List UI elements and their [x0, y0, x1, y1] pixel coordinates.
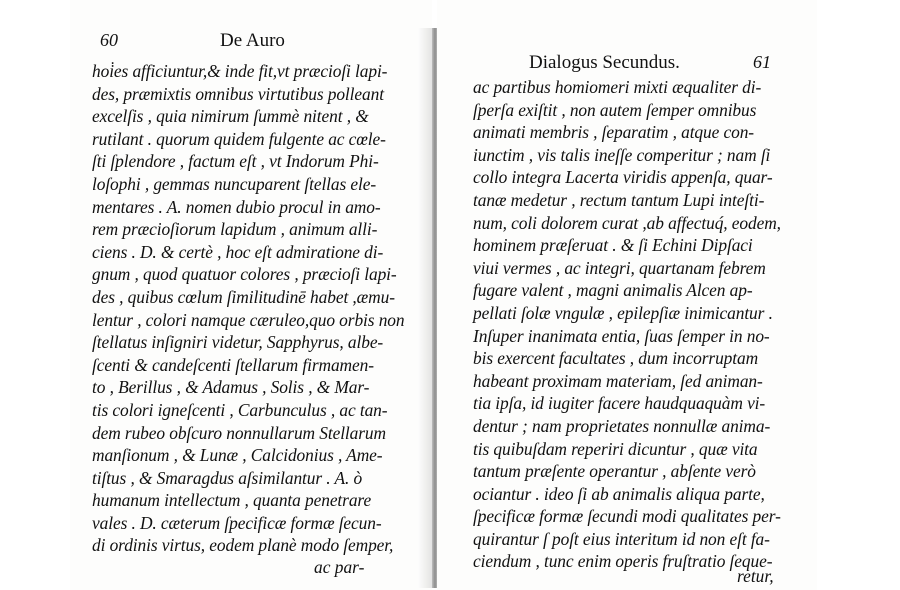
text-line: dem rubeo obſcuro nonnullarum Stellarum [92, 422, 386, 443]
text-line: lentur , colori namque cæruleo,quo orbis non [92, 309, 405, 330]
left-text-block [92, 60, 404, 557]
text-line: manſionum , & Lunæ , Calcidonius , Ame- [92, 445, 383, 466]
text-line: hominem præſeruat . & ſi Echini Dipſaci [473, 235, 753, 256]
text-line: loſophi , gemmas nuncuparent ſtellas ele- [92, 173, 377, 194]
text-line: ciendum , tunc enim operis fruſtratio ſeque- [473, 551, 773, 572]
text-line: ſtellatus inſigniri videtur, Sapphyrus, albe- [92, 332, 384, 353]
text-line: collo integra Lacerta viridis appenſa, quar- [473, 167, 773, 188]
text-line: tanæ medetur , rectum tantum Lupi inteſti- [473, 189, 765, 210]
text-line: num, coli dolorem curat ,ab affectuq́, eodem, [473, 212, 781, 233]
text-line: des , quibus cœlum ſimilitudinē habet ,æmu- [92, 286, 395, 307]
text-line: tis quibuſdam reperiri dicuntur , quæ vita [473, 438, 758, 459]
text-line: quirantur ſ poſt eius interitum id non eſt fa- [473, 528, 770, 549]
text-line: Inſuper inanimata entia, ſuas ſemper in no- [473, 325, 770, 346]
right-page [437, 0, 817, 590]
right-text-block [473, 76, 781, 573]
text-line: mentares . A. nomen dubio procul in amo- [92, 196, 381, 217]
text-line: to , Berillus , & Adamus , Solis , & Mar- [92, 377, 370, 398]
left-page [70, 0, 432, 590]
text-line: ſperſa exiſtit , non autem ſemper omnibus [473, 99, 757, 120]
text-line: vales . D. cæterum ſpecificæ formæ ſecun- [92, 512, 382, 533]
text-line: ſpecificæ formæ ſecundi modi qualitates per- [473, 506, 781, 527]
text-line: bis exercent facultates , dum incorruptam [473, 348, 759, 369]
text-line: iunctim , vis talis ineſſe comperitur ; nam ſi [473, 144, 771, 165]
text-line: tis colori igneſcenti , Carbunculus , ac tan- [92, 399, 388, 420]
text-line: des, præmixtis omnibus virtutibus polleant [92, 83, 384, 104]
left-folio: 60 [100, 30, 118, 50]
text-line: tia ipſa, id iugiter facere haudquaquàm vi- [473, 393, 766, 414]
gutter-shadow [418, 28, 432, 588]
text-line: habeant proximam materiam, ſed animan- [473, 370, 763, 391]
text-line: tantum præſente operantur , abſente verò [473, 461, 756, 482]
text-line: rutilant . quorum quidem fulgente ac cœle- [92, 128, 386, 149]
right-catchword: retur, [737, 566, 774, 586]
text-line: excelſis , quia nimirum ſummè nitent , & [92, 106, 369, 127]
text-line: ac partibus homiomeri mixti æqualiter di- [473, 77, 762, 97]
left-running-head: De Auro [220, 30, 285, 51]
text-line: fugare valent , magni animalis Alcen ap- [473, 280, 753, 301]
right-running-head: Dialogus Secundus. [529, 52, 680, 73]
text-line: ciens . D. & certè , hoc eſt admiratione di- [92, 241, 384, 262]
text-line: di ordinis virtus, eodem planè modo ſemper, [92, 535, 394, 556]
text-line: pellati ſolæ vngulæ , epilepſiæ inimicantur . [473, 302, 773, 323]
text-line: ſcenti & candeſcenti ſtellarum firmamen- [92, 354, 374, 375]
text-line: viui vermes , ac integri, quartanam febrem [473, 257, 766, 278]
text-line: gnum , quod quatuor colores , præcioſi lapi- [92, 264, 397, 285]
text-line: tiſtus , & Smaragdus aſsimilantur . A. ò [92, 467, 363, 488]
right-folio: 61 [753, 52, 771, 72]
left-catchword: ac par- [314, 557, 365, 577]
text-line: ociantur . ideo ſi ab animalis aliqua parte, [473, 483, 765, 504]
text-line: rem præcioſiorum lapidum , animum alli- [92, 219, 378, 240]
text-line: hoi̇es afficiuntur,& inde fit,vt præcioſi lapi- [92, 61, 388, 81]
text-line: humanum intellectum , quanta penetrare [92, 490, 372, 511]
text-line: animati membris , ſeparatim , atque con- [473, 122, 754, 143]
text-line: ſti ſplendore , factum eſt , vt Indorum Phi- [92, 151, 379, 172]
text-line: dentur ; nam proprietates nonnullæ anima- [473, 415, 771, 436]
